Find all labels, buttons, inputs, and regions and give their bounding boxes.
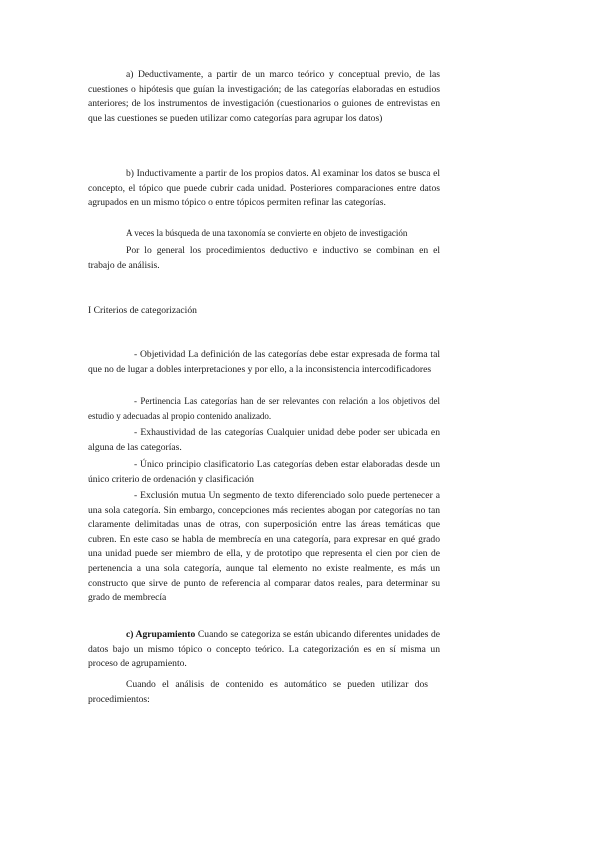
paragraph-final-text: Cuando el análisis de contenido es automático se pueden utilizar dos procedimientos: — [88, 679, 428, 705]
criterion-exhaustiveness — [88, 426, 440, 455]
criterion-single-principle — [88, 458, 440, 487]
paragraph-deductive-text: a) Deductivamente, a partir de un marco teórico y conceptual previo, de las cuestiones o hipótesis que guían la investigación; de las categorías elaboradas en estudios anteriores; de los instrumentos de investigación (cuestionarios o guiones de entrevistas en que las cuestiones se pueden utilizar como categorías para agrupar los datos) — [88, 69, 440, 124]
criterion-pertinence-text: - Pertinencia Las categorías han de ser relevantes con relación a los objetivos del estudio y adecuadas al propio contenido analizado. — [88, 396, 440, 421]
section-heading: I Criterios de categorización — [88, 305, 197, 316]
paragraph-combined — [88, 244, 440, 273]
paragraph-deductive — [88, 68, 440, 126]
criterion-exhaustiveness-text: - Exhaustividad de las categorías Cualquier unidad debe poder ser ubicada en alguna de las categorías. — [88, 427, 440, 453]
paragraph-combined-text: Por lo general los procedimientos deductivo e inductivo se combinan en el trabajo de análisis. — [88, 245, 440, 271]
criterion-objectivity-text: - Objetividad La definición de las categorías debe estar expresada de forma tal que no de lugar a dobles interpretaciones y por ello, a la inconsistencia intercodificadores — [88, 349, 440, 375]
criterion-single-principle-text: - Único principio clasificatorio Las categorías deben estar elaboradas desde un único criterio de ordenación y clasificación — [88, 459, 440, 485]
criterion-pertinence — [88, 394, 440, 423]
paragraph-grouping — [88, 628, 440, 672]
paragraph-taxonomy-text: A veces la búsqueda de una taxonomía se convierte en objeto de investigación — [126, 228, 408, 238]
paragraph-inductive — [88, 167, 440, 211]
criterion-mutual-exclusion-text: - Exclusión mutua Un segmento de texto diferenciado solo puede pertenecer a una sola categoría. Sin embargo, concepciones más recientes abogan por categorías no tan claramente delimitadas unas de otras, con superposición entre las áreas temáticas que cubren. En este caso se habla de membrecía en una categoría, para expresar en qué grado una unidad puede ser miembro de ella, y de prototipo que representa el cien por cien de pertenencia a una sola categoría, aunque tal elemento no existe realmente, es más un constructo que sirve de punto de referencia al comparar datos reales, para determinar su grado de membrecía — [88, 490, 440, 604]
criterion-mutual-exclusion — [88, 489, 440, 606]
paragraph-inductive-text: b) Inductivamente a partir de los propios datos. Al examinar los datos se busca el concepto, el tópico que puede cubrir cada unidad. Posteriores comparaciones entre datos agrupados en un mismo tópico o entre tópicos permiten refinar las categorías. — [88, 168, 440, 209]
criterion-objectivity — [88, 348, 440, 377]
grouping-label: c) Agrupamiento — [126, 629, 196, 640]
grouping-text: Cuando se categoriza se están ubicando diferentes unidades de datos bajo un mismo tópico o concepto teórico. La categorización es en sí misma un proceso de agrupamiento. — [88, 629, 440, 670]
paragraph-taxonomy — [88, 226, 440, 241]
paragraph-final — [88, 678, 428, 707]
